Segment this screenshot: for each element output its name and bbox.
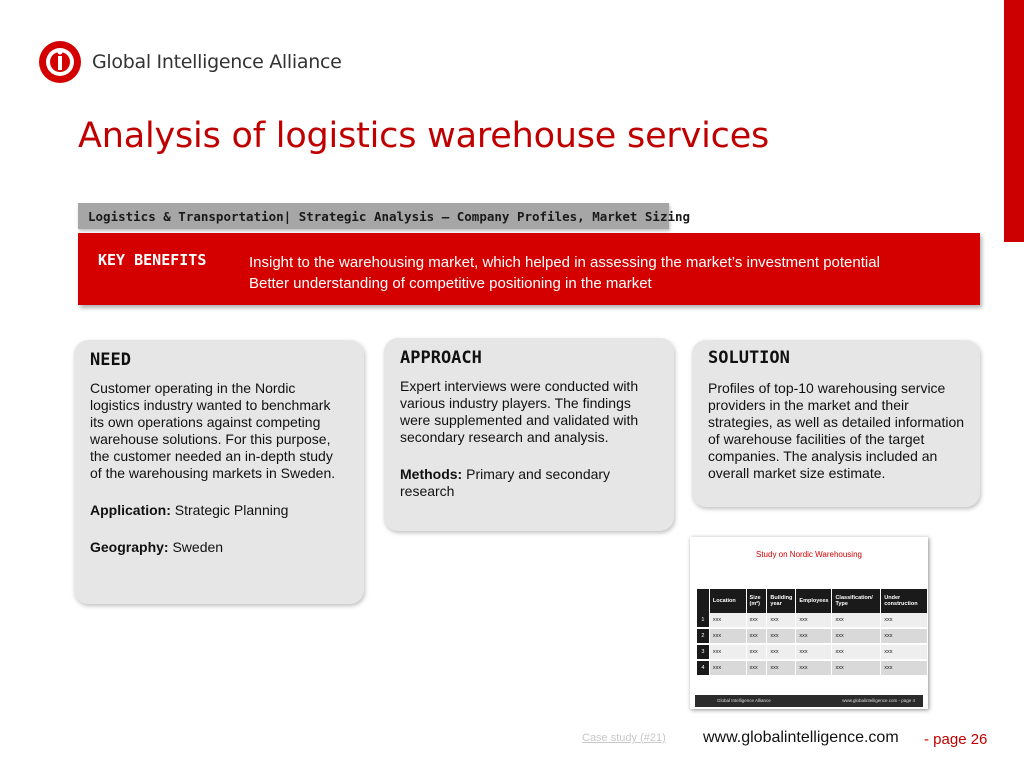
page-title: Analysis of logistics warehouse services [78, 116, 770, 156]
table-cell: xxx [881, 644, 928, 660]
need-card [74, 340, 364, 604]
document-title: Study on Nordic Warehousing [756, 550, 862, 559]
approach-description: Expert interviews were conducted with various industry players. The findings were supplemented and validated with secondary research and analysis. [400, 378, 639, 445]
need-application [90, 502, 342, 519]
table-header-cell: Under construction [881, 589, 928, 613]
document-table [697, 589, 928, 677]
table-header-cell: Building year [767, 589, 796, 613]
solution-body [708, 380, 970, 502]
table-cell: xxx [709, 660, 746, 676]
solution-title: SOLUTION [708, 348, 790, 368]
table-cell: xxx [881, 660, 928, 676]
application-label: Application: [90, 502, 171, 518]
approach-methods [400, 466, 648, 500]
table-cell: xxx [881, 628, 928, 644]
table-cell: xxx [709, 613, 746, 628]
key-benefits-label: KEY BENEFITS [98, 251, 207, 269]
table-row [697, 644, 928, 660]
document-preview [690, 537, 928, 709]
row-number: 1 [697, 613, 709, 628]
table-header-cell [697, 589, 709, 613]
key-benefit-item: Insight to the warehousing market, which helped in assessing the market’s investment potential [249, 254, 880, 271]
geography-label: Geography: [90, 539, 169, 555]
need-geography [90, 539, 342, 556]
logo [38, 40, 342, 84]
table-cell: xxx [796, 644, 832, 660]
document-footer-left: Global Intelligence Alliance [717, 698, 771, 703]
table-cell: xxx [746, 628, 767, 644]
document-table-header [697, 589, 928, 613]
row-number: 4 [697, 660, 709, 676]
table-cell: xxx [746, 660, 767, 676]
case-study-link[interactable]: Case study (#21) [582, 732, 666, 744]
table-row [697, 660, 928, 676]
table-cell: xxx [832, 628, 881, 644]
table-cell: xxx [832, 644, 881, 660]
table-cell: xxx [767, 660, 796, 676]
table-cell: xxx [832, 660, 881, 676]
application-value: Strategic Planning [170, 502, 289, 518]
table-cell: xxx [767, 628, 796, 644]
table-cell: xxx [767, 644, 796, 660]
website-url: www.globalintelligence.com [703, 729, 899, 746]
table-cell: xxx [796, 613, 832, 628]
document-footer [695, 695, 923, 707]
table-cell: xxx [881, 613, 928, 628]
document-footer-right: www.globalintelligence.com - page 4 [842, 698, 915, 703]
category-text: Logistics & Transportation| Strategic Analysis – Company Profiles, Market Sizing [88, 208, 691, 224]
category-bar [78, 203, 691, 229]
table-cell: xxx [796, 660, 832, 676]
table-cell: xxx [709, 644, 746, 660]
logo-text: Global Intelligence Alliance [92, 51, 342, 73]
need-description: Customer operating in the Nordic logistics industry wanted to benchmark its own operations against competing warehouse solutions. For this purpose, the customer needed an in-depth study of the warehousing markets in Sweden. [90, 380, 336, 481]
page-number: - page 26 [924, 731, 988, 748]
brand-accent-bar [1004, 0, 1024, 242]
row-number: 3 [697, 644, 709, 660]
approach-title: APPROACH [400, 348, 482, 368]
table-cell: xxx [746, 644, 767, 660]
table-header-cell: Classification/ Type [832, 589, 881, 613]
table-cell: xxx [767, 613, 796, 628]
table-cell: xxx [832, 613, 881, 628]
key-benefit-item: Better understanding of competitive positioning in the market [249, 275, 652, 292]
table-header-cell: Employees [796, 589, 832, 613]
row-number: 2 [697, 628, 709, 644]
methods-label: Methods: [400, 466, 463, 482]
solution-card [692, 340, 980, 507]
approach-card [384, 338, 674, 531]
need-body [90, 380, 342, 576]
gia-logo-icon [38, 40, 82, 84]
table-header-cell: Size (m²) [746, 589, 767, 613]
geography-value: Sweden [168, 539, 224, 555]
key-benefits-list [249, 252, 880, 294]
table-row [697, 628, 928, 644]
table-row [697, 613, 928, 628]
need-title: NEED [90, 350, 131, 370]
key-benefits-banner [78, 233, 980, 305]
methods-value: Primary and secondary research [400, 466, 611, 499]
solution-description: Profiles of top-10 warehousing service providers in the market and their strategies, as well as detailed information of warehouse facilities of the target companies. The analysis included an overall market size estimate. [708, 380, 965, 481]
table-header-cell: Location [709, 589, 746, 613]
table-cell: xxx [746, 613, 767, 628]
approach-body [400, 378, 648, 520]
table-cell: xxx [796, 628, 832, 644]
table-cell: xxx [709, 628, 746, 644]
